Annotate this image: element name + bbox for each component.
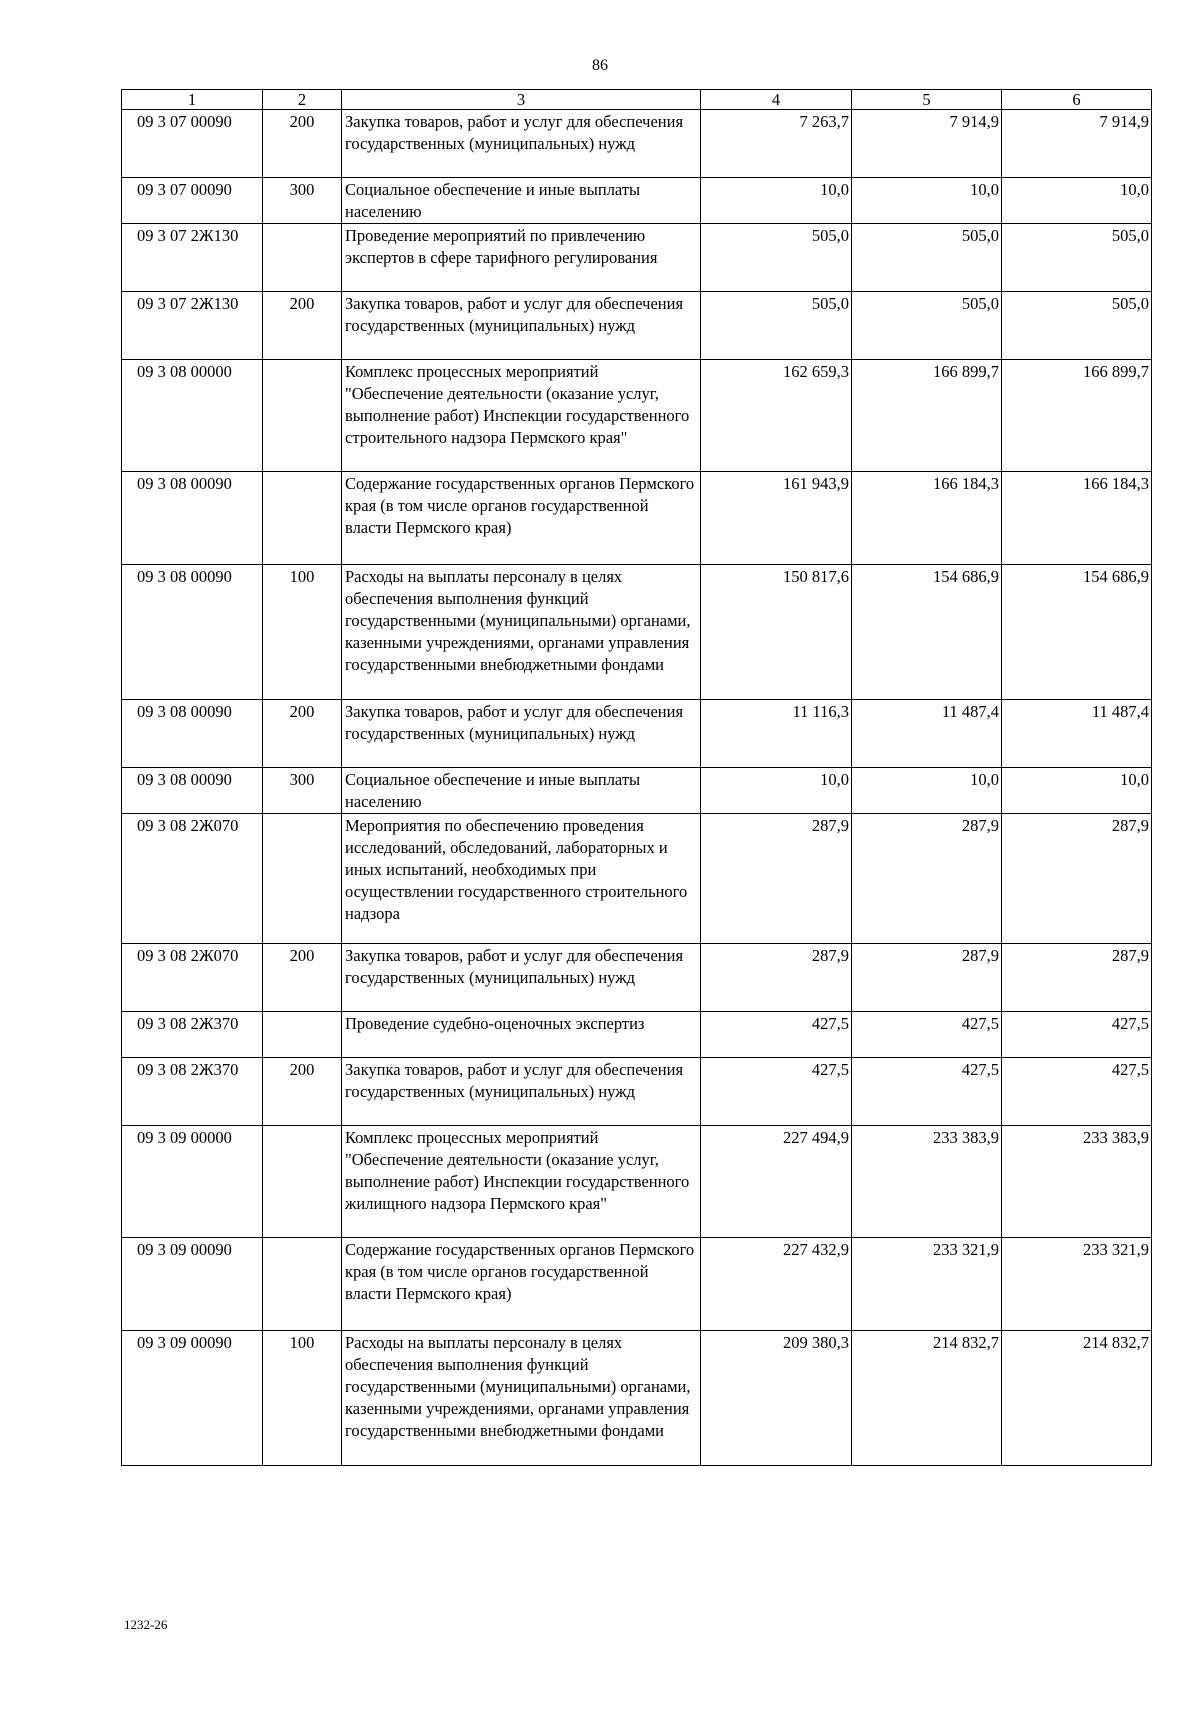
row-value-year3-cell: 11 487,4	[1002, 700, 1152, 768]
row-name-cell: Проведение судебно-оценочных экспертиз	[342, 1012, 701, 1058]
table-row	[122, 565, 1152, 700]
row-value-year1-cell: 10,0	[701, 178, 852, 224]
row-value-year1-cell: 150 817,6	[701, 565, 852, 700]
table-row	[122, 1126, 1152, 1238]
row-value-year2-cell: 166 899,7	[852, 360, 1002, 472]
row-code-cell: 09 3 08 00000	[122, 360, 263, 472]
row-code-cell: 09 3 09 00090	[122, 1331, 263, 1466]
row-name-cell: Расходы на выплаты персоналу в целях обеспечения выполнения функций государственными (муниципальными) органами, казенными учреждениями, органами управления государственными внебюджетными фондами	[342, 565, 701, 700]
table-row	[122, 360, 1152, 472]
row-value-year2-cell: 287,9	[852, 814, 1002, 944]
table-row	[122, 1238, 1152, 1331]
row-expense-type-cell: 200	[263, 292, 342, 360]
row-value-year1-cell: 505,0	[701, 224, 852, 292]
row-expense-type-cell: 200	[263, 944, 342, 1012]
row-value-year2-cell: 10,0	[852, 768, 1002, 814]
row-expense-type-cell: 100	[263, 1331, 342, 1466]
row-value-year2-cell: 427,5	[852, 1058, 1002, 1126]
table-row	[122, 1058, 1152, 1126]
row-value-year2-cell: 154 686,9	[852, 565, 1002, 700]
row-value-year1-cell: 11 116,3	[701, 700, 852, 768]
row-expense-type-cell	[263, 472, 342, 565]
row-value-year3-cell: 10,0	[1002, 768, 1152, 814]
row-code-cell: 09 3 07 2Ж130	[122, 224, 263, 292]
row-name-cell: Социальное обеспечение и иные выплаты населению	[342, 768, 701, 814]
row-code-cell: 09 3 09 00090	[122, 1238, 263, 1331]
table-row	[122, 814, 1152, 944]
row-value-year1-cell: 287,9	[701, 814, 852, 944]
row-expense-type-cell: 300	[263, 178, 342, 224]
row-value-year3-cell: 7 914,9	[1002, 110, 1152, 178]
table-row	[122, 944, 1152, 1012]
row-code-cell: 09 3 07 00090	[122, 110, 263, 178]
table-row	[122, 224, 1152, 292]
row-value-year1-cell: 287,9	[701, 944, 852, 1012]
row-value-year3-cell: 287,9	[1002, 944, 1152, 1012]
column-header: 1	[122, 90, 263, 110]
row-value-year3-cell: 10,0	[1002, 178, 1152, 224]
row-code-cell: 09 3 08 2Ж370	[122, 1012, 263, 1058]
row-name-cell: Закупка товаров, работ и услуг для обеспечения государственных (муниципальных) нужд	[342, 700, 701, 768]
row-expense-type-cell	[263, 1012, 342, 1058]
row-expense-type-cell	[263, 814, 342, 944]
row-expense-type-cell: 200	[263, 1058, 342, 1126]
row-expense-type-cell	[263, 224, 342, 292]
row-value-year2-cell: 505,0	[852, 224, 1002, 292]
budget-table	[121, 89, 1152, 1466]
page-number: 86	[592, 57, 608, 74]
row-name-cell: Комплекс процессных мероприятий "Обеспечение деятельности (оказание услуг, выполнение работ) Инспекции государственного жилищного надзора Пермского края"	[342, 1126, 701, 1238]
footer-document-code: 1232-26	[124, 1617, 168, 1632]
row-name-cell: Закупка товаров, работ и услуг для обеспечения государственных (муниципальных) нужд	[342, 292, 701, 360]
row-value-year2-cell: 214 832,7	[852, 1331, 1002, 1466]
row-value-year1-cell: 161 943,9	[701, 472, 852, 565]
table-row	[122, 768, 1152, 814]
row-code-cell: 09 3 07 00090	[122, 178, 263, 224]
row-expense-type-cell	[263, 1238, 342, 1331]
row-name-cell: Проведение мероприятий по привлечению экспертов в сфере тарифного регулирования	[342, 224, 701, 292]
row-value-year2-cell: 10,0	[852, 178, 1002, 224]
row-value-year1-cell: 162 659,3	[701, 360, 852, 472]
row-value-year3-cell: 166 184,3	[1002, 472, 1152, 565]
row-value-year3-cell: 233 321,9	[1002, 1238, 1152, 1331]
table-row	[122, 292, 1152, 360]
row-value-year3-cell: 505,0	[1002, 292, 1152, 360]
row-name-cell: Содержание государственных органов Пермского края (в том числе органов государственной власти Пермского края)	[342, 1238, 701, 1331]
column-header: 5	[852, 90, 1002, 110]
row-value-year1-cell: 427,5	[701, 1058, 852, 1126]
row-expense-type-cell: 200	[263, 700, 342, 768]
row-value-year3-cell: 287,9	[1002, 814, 1152, 944]
row-code-cell: 09 3 08 00090	[122, 565, 263, 700]
row-name-cell: Расходы на выплаты персоналу в целях обеспечения выполнения функций государственными (муниципальными) органами, казенными учреждениями, органами управления государственными внебюджетными фондами	[342, 1331, 701, 1466]
row-value-year1-cell: 227 432,9	[701, 1238, 852, 1331]
row-expense-type-cell: 200	[263, 110, 342, 178]
table-row	[122, 700, 1152, 768]
row-name-cell: Закупка товаров, работ и услуг для обеспечения государственных (муниципальных) нужд	[342, 1058, 701, 1126]
row-code-cell: 09 3 08 00090	[122, 768, 263, 814]
row-value-year2-cell: 505,0	[852, 292, 1002, 360]
row-name-cell: Закупка товаров, работ и услуг для обеспечения государственных (муниципальных) нужд	[342, 944, 701, 1012]
row-value-year2-cell: 233 383,9	[852, 1126, 1002, 1238]
column-header: 3	[342, 90, 701, 110]
row-code-cell: 09 3 08 2Ж370	[122, 1058, 263, 1126]
row-expense-type-cell: 300	[263, 768, 342, 814]
row-code-cell: 09 3 09 00000	[122, 1126, 263, 1238]
row-expense-type-cell: 100	[263, 565, 342, 700]
column-header: 4	[701, 90, 852, 110]
row-name-cell: Мероприятия по обеспечению проведения исследований, обследований, лабораторных и иных испытаний, необходимых при осуществлении государственного строительного надзора	[342, 814, 701, 944]
row-value-year1-cell: 10,0	[701, 768, 852, 814]
row-name-cell: Комплекс процессных мероприятий "Обеспечение деятельности (оказание услуг, выполнение работ) Инспекции государственного строительного надзора Пермского края"	[342, 360, 701, 472]
table-row	[122, 472, 1152, 565]
row-name-cell: Социальное обеспечение и иные выплаты населению	[342, 178, 701, 224]
row-value-year2-cell: 166 184,3	[852, 472, 1002, 565]
row-value-year3-cell: 214 832,7	[1002, 1331, 1152, 1466]
row-code-cell: 09 3 08 00090	[122, 700, 263, 768]
row-code-cell: 09 3 08 00090	[122, 472, 263, 565]
row-value-year2-cell: 11 487,4	[852, 700, 1002, 768]
row-value-year3-cell: 427,5	[1002, 1058, 1152, 1126]
row-value-year3-cell: 166 899,7	[1002, 360, 1152, 472]
table-header-row	[122, 90, 1152, 110]
row-name-cell: Закупка товаров, работ и услуг для обеспечения государственных (муниципальных) нужд	[342, 110, 701, 178]
row-code-cell: 09 3 08 2Ж070	[122, 944, 263, 1012]
row-value-year1-cell: 427,5	[701, 1012, 852, 1058]
row-value-year3-cell: 505,0	[1002, 224, 1152, 292]
column-header: 6	[1002, 90, 1152, 110]
row-value-year3-cell: 233 383,9	[1002, 1126, 1152, 1238]
row-value-year3-cell: 427,5	[1002, 1012, 1152, 1058]
column-header: 2	[263, 90, 342, 110]
table-row	[122, 178, 1152, 224]
row-value-year2-cell: 7 914,9	[852, 110, 1002, 178]
row-value-year1-cell: 227 494,9	[701, 1126, 852, 1238]
row-value-year2-cell: 287,9	[852, 944, 1002, 1012]
row-value-year1-cell: 505,0	[701, 292, 852, 360]
row-value-year3-cell: 154 686,9	[1002, 565, 1152, 700]
row-code-cell: 09 3 07 2Ж130	[122, 292, 263, 360]
table-row	[122, 1331, 1152, 1466]
row-value-year1-cell: 7 263,7	[701, 110, 852, 178]
row-value-year2-cell: 233 321,9	[852, 1238, 1002, 1331]
row-expense-type-cell	[263, 1126, 342, 1238]
table-row	[122, 110, 1152, 178]
row-name-cell: Содержание государственных органов Пермского края (в том числе органов государственной власти Пермского края)	[342, 472, 701, 565]
row-code-cell: 09 3 08 2Ж070	[122, 814, 263, 944]
table-row	[122, 1012, 1152, 1058]
row-value-year1-cell: 209 380,3	[701, 1331, 852, 1466]
row-value-year2-cell: 427,5	[852, 1012, 1002, 1058]
row-expense-type-cell	[263, 360, 342, 472]
